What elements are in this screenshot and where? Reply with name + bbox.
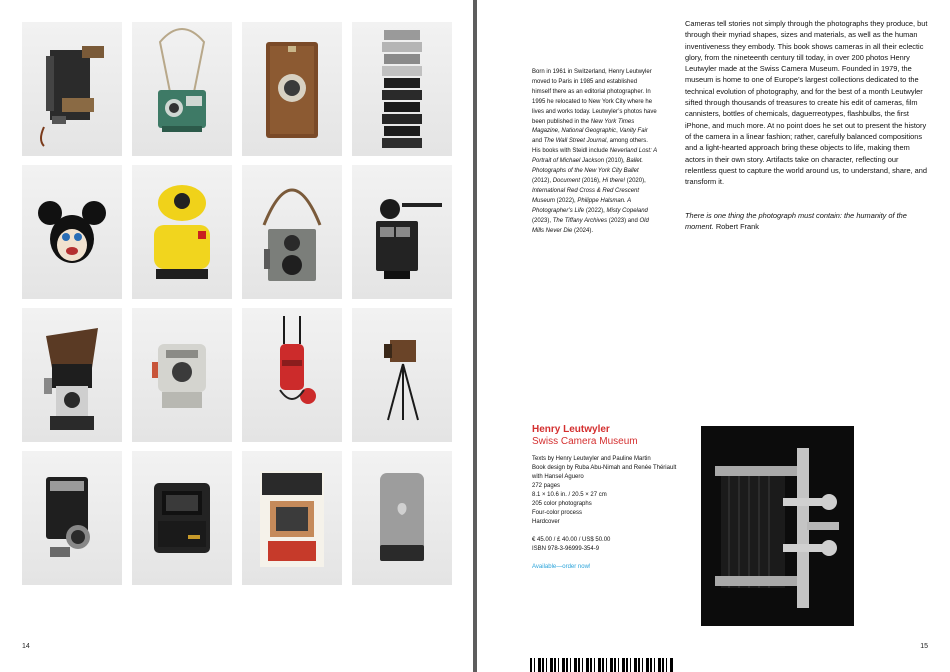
bio-separator: and xyxy=(532,138,544,145)
bio-text: Born in 1961 in Switzerland, Henry Leutwyler moved to Paris in 1985 and established himself there as an editorial photographer. In 1995 he relocated to New York City where he lives and works today. Leutwyler’s photos have been published in the xyxy=(532,69,657,125)
photo-folding-polaroid xyxy=(22,308,122,442)
spec-line: 272 pages xyxy=(532,483,561,489)
photo-green-camera xyxy=(132,22,232,156)
photo-stacked-cameras xyxy=(352,22,452,156)
description-paragraph: Cameras tell stories not simply through the photographs they produce, but through their myriad shapes, sizes and materials, as well as the human inventiveness they embody. This book shows cameras in all their eclectic glory, from the nineteenth century till today, in over 200 photos Henry Leutwyler made at the Swiss Camera Museum. Founded in 1979, the museum is home to one of Europe’s largest collections dedicated to the technical evolution of photography, and for the best of a month Leutwyler sifted through thousands of treasures to create his edit of cameras, film cannisters, bottles of chemicals, daguerreotypes, flashbulbs, the first iPhone, and much more. At no point does he set out to present the history of the camera in a linear fashion; rather, carefully balanced compositions and a light-hearted approach bring these objects to life, making them actors in their own story. Artifacts take on character, reflecting our relentless quest to capture the world around us, to understand, share, and transform it. xyxy=(685,19,928,187)
spec-line: 8.1 × 10.6 in. / 20.5 × 27 cm xyxy=(532,492,607,498)
spec-gap xyxy=(532,527,682,536)
bio-publication: The Wall Street Journal xyxy=(543,138,607,145)
photo-mickey-camera xyxy=(22,165,122,299)
bio-book-title: Neverland Lost: A Portrait of Michael Jackson xyxy=(532,148,657,165)
spec-line: 205 color photographs xyxy=(532,501,592,507)
bio-book-title: Misty Copeland xyxy=(606,207,648,214)
bio-book-title: Ballet. Photographs of the New York City Ballet xyxy=(532,158,644,175)
barcode xyxy=(530,658,674,672)
spec-gap xyxy=(532,554,682,563)
left-page xyxy=(0,0,473,672)
bio-book-title: Philippe Halsman. A Photographer’s Life xyxy=(532,197,631,214)
spec-line: Texts by Henry Leutwyler and Pauline Martin xyxy=(532,456,651,462)
photo-yellow-camera xyxy=(132,165,232,299)
photo-iphone xyxy=(352,451,452,585)
author-name: Henry Leutwyler xyxy=(532,424,610,435)
photo-nikon-dslr xyxy=(132,451,232,585)
photo-instant-camera xyxy=(132,308,232,442)
bio-publication: National Geographic xyxy=(561,128,617,135)
photo-boxed-camera xyxy=(242,451,342,585)
bio-publication: Vanity Fair xyxy=(619,128,648,135)
bio-book-year: (2010), xyxy=(604,158,627,165)
feature-photo-bellows-camera xyxy=(701,426,854,626)
isbn: ISBN 978-3-96999-354-9 xyxy=(532,546,600,552)
author-bio xyxy=(532,68,657,236)
spec-line: with Hansel Aguero xyxy=(532,474,584,480)
photo-large-format-camera xyxy=(22,22,122,156)
book-description xyxy=(685,18,930,187)
bio-book-title: Old Mills Never Die xyxy=(532,217,649,234)
bio-publication: New York Times Magazine xyxy=(532,118,635,135)
photo-nikon-rangefinder xyxy=(22,451,122,585)
photo-wooden-camera xyxy=(242,22,342,156)
photo-red-camera xyxy=(242,308,342,442)
availability-link[interactable]: Available—order now! xyxy=(532,564,591,570)
bio-book-year: (2023), xyxy=(532,217,553,224)
spec-line: Four-color process xyxy=(532,510,583,516)
photo-grid xyxy=(22,22,452,585)
photo-twin-lens-camera xyxy=(242,165,342,299)
bio-book-title: Hi there! xyxy=(602,177,626,184)
book-title: Swiss Camera Museum xyxy=(532,436,638,447)
price: € 45.00 / £ 40.00 / US$ 50.00 xyxy=(532,537,611,543)
bio-book-year: (2020), xyxy=(625,177,646,184)
bio-book-year: (2023) and xyxy=(607,217,640,224)
page-number-left: 14 xyxy=(22,643,30,650)
bio-book-year: (2016), xyxy=(580,177,603,184)
bio-book-title: International Red Cross & Red Crescent Museum xyxy=(532,187,640,204)
spec-line: Hardcover xyxy=(532,519,560,525)
photo-tripod-camera xyxy=(352,308,452,442)
quote-text: There is one thing the photograph must contain: the humanity of the moment. xyxy=(685,211,907,232)
bio-book-year: (2012), xyxy=(532,177,553,184)
bio-book-year: (2022), xyxy=(555,197,578,204)
page-number-right: 15 xyxy=(920,643,928,650)
bio-separator: , xyxy=(616,128,620,135)
spec-line: Book design by Ruba Abu-Nimah and Renée Thériault xyxy=(532,465,677,471)
photo-cine-camera xyxy=(352,165,452,299)
bio-book-title: The Tiffany Archives xyxy=(552,217,608,224)
bio-text: , among others. His books with Steidl include xyxy=(532,138,648,155)
bio-book-year: (2022), xyxy=(584,207,607,214)
book-specs xyxy=(532,455,682,572)
bio-separator: , xyxy=(558,128,562,135)
right-page xyxy=(477,0,950,672)
quote-author: Robert Frank xyxy=(715,222,759,232)
bio-book-title: Document xyxy=(552,177,581,184)
bio-book-year: (2024). xyxy=(572,227,594,234)
quote xyxy=(685,210,930,233)
